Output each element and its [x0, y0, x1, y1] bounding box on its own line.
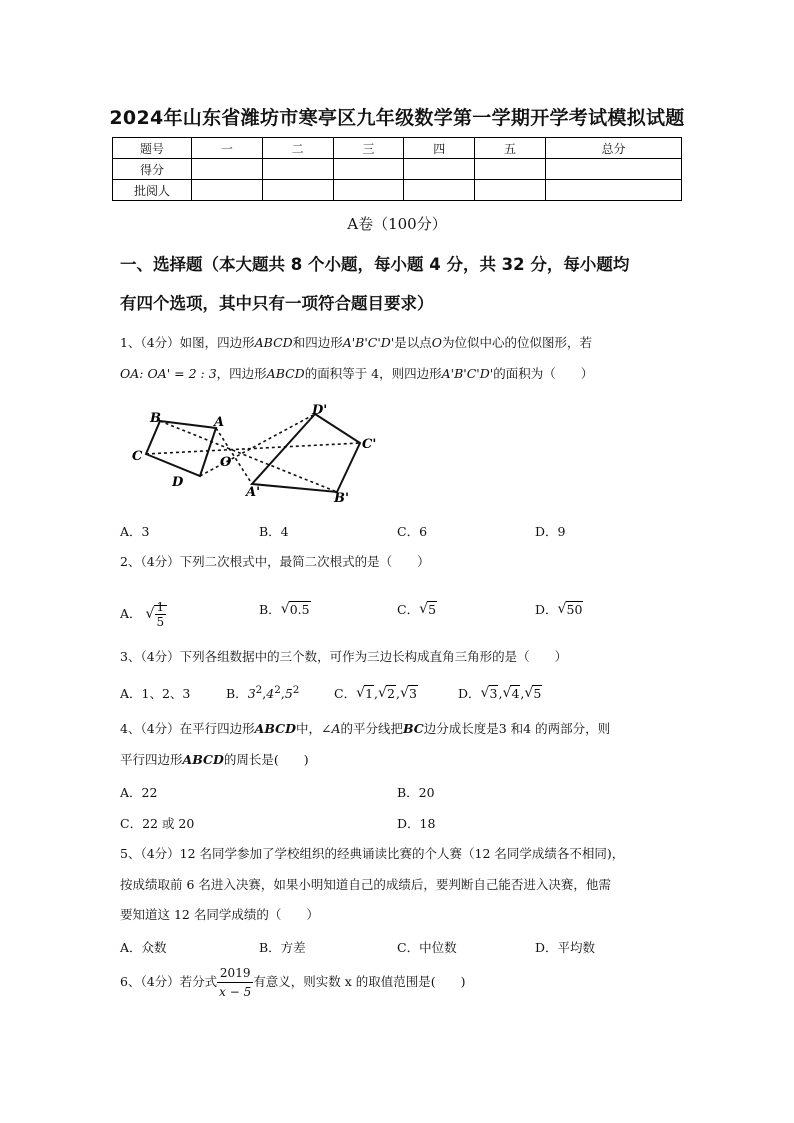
- q2-stem: 2、（4分）下列二次根式中，最简二次根式的是（ ）: [120, 554, 430, 569]
- q6-line: 6、（4分）若分式 $\frac{2019}{x - 5}$ 有意义，则实数 x 的取值范围是( ): [120, 966, 466, 999]
- section-a-heading: A卷（100分）: [347, 215, 447, 233]
- table-cell[interactable]: [262, 159, 333, 180]
- label-a: A: [214, 415, 225, 430]
- table-cell[interactable]: [404, 159, 475, 180]
- q1-option-c[interactable]: C．6: [397, 524, 428, 539]
- part1-heading-line2: 有四个选项，其中只有一项符合题目要求）: [120, 294, 434, 313]
- table-cell[interactable]: [404, 180, 475, 201]
- dashed-line-cc: [146, 443, 360, 454]
- q1-option-b[interactable]: B．4: [259, 524, 289, 539]
- q1-option-a[interactable]: A．3: [120, 524, 150, 539]
- table-cell[interactable]: [545, 159, 681, 180]
- sqrt-fraction: √ $\frac{1}{5}$: [146, 600, 168, 629]
- table-cell: 题号: [113, 138, 192, 159]
- quad-abcd: [146, 421, 216, 476]
- q4-option-b[interactable]: B．20: [397, 785, 435, 800]
- q4-line2: 平行四边形ABCD的周长是( ): [120, 752, 309, 767]
- homothety-figure: [120, 398, 400, 510]
- table-cell[interactable]: [192, 180, 263, 201]
- table-cell[interactable]: [262, 180, 333, 201]
- score-table: [112, 137, 682, 201]
- table-cell: 一: [192, 138, 263, 159]
- label-d-prime: D': [312, 403, 328, 418]
- table-cell[interactable]: [333, 159, 404, 180]
- table-cell[interactable]: [545, 180, 681, 201]
- q4-option-c[interactable]: C．22 或 20: [120, 816, 195, 831]
- table-cell: 四: [404, 138, 475, 159]
- dashed-line-bb: [160, 421, 337, 492]
- q1-option-d[interactable]: D．9: [535, 524, 566, 539]
- table-row: [113, 180, 682, 201]
- q2-option-b[interactable]: B． √ 0.5: [259, 601, 310, 617]
- label-c-prime: C': [362, 437, 377, 452]
- q5-line3: 要知道这 12 名同学成绩的（ ）: [120, 907, 319, 922]
- score-table-header-row: [113, 138, 682, 159]
- q3-stem: 3、（4分）下列各组数据中的三个数，可作为三边长构成直角三角形的是（ ）: [120, 649, 568, 664]
- q3-option-c[interactable]: C． √ 1, √ 2, √ 3: [334, 685, 417, 701]
- table-cell[interactable]: [192, 159, 263, 180]
- q5-option-c[interactable]: C．中位数: [397, 940, 457, 955]
- q3-option-d[interactable]: D． √ 3, √ 4, √ 5: [458, 685, 542, 701]
- q5-line1: 5、（4分）12 名同学参加了学校组织的经典诵读比赛的个人赛（12 名同学成绩各不相同)，: [120, 846, 625, 861]
- q1-line1: 1、（4分）如图，四边形ABCD和四边形A'B'C'D'是以点O为位似中心的位似图形，若: [120, 335, 593, 350]
- q2-option-c[interactable]: C． √ 5: [397, 601, 437, 617]
- q5-option-b[interactable]: B．方差: [259, 940, 306, 955]
- part1-heading-line1: 一、选择题（本大题共 8 个小题，每小题 4 分，共 32 分，每小题均: [120, 255, 630, 274]
- label-c: C: [132, 449, 143, 464]
- table-cell: 批阅人: [113, 180, 192, 201]
- table-row: [113, 159, 682, 180]
- q4-option-d[interactable]: D．18: [397, 816, 436, 831]
- table-cell: 总分: [545, 138, 681, 159]
- table-cell[interactable]: [475, 180, 546, 201]
- table-cell[interactable]: [333, 180, 404, 201]
- q1-line2: OA: OA' = 2 : 3，四边形ABCD的面积等于 4，则四边形A'B'C'D'的面积为（ ）: [120, 366, 594, 381]
- q3-option-b[interactable]: B．$3^2,4^2,5^2$: [226, 684, 300, 702]
- label-o: O: [220, 455, 232, 470]
- table-cell: 五: [475, 138, 546, 159]
- table-cell: 二: [262, 138, 333, 159]
- q5-option-d[interactable]: D．平均数: [535, 940, 596, 955]
- label-b-prime: B': [334, 491, 349, 506]
- table-cell[interactable]: [475, 159, 546, 180]
- q2-option-a[interactable]: A． √ $\frac{1}{5}$: [120, 600, 167, 629]
- q2-option-d[interactable]: D． √ 50: [535, 601, 583, 617]
- label-b: B: [150, 411, 161, 426]
- exam-title: 2024年山东省潍坊市寒亭区九年级数学第一学期开学考试模拟试题: [109, 107, 685, 129]
- label-d: D: [172, 475, 184, 490]
- q4-line1: 4、（4分）在平行四边形ABCD中，∠A的平分线把BC边分成长度是3 和4 的两部分，则: [120, 721, 611, 736]
- q3-option-a[interactable]: A．1、2、3: [120, 686, 191, 701]
- q5-line2: 按成绩取前 6 名进入决赛，如果小明知道自己的成绩后，要判断自己能否进入决赛，他需: [120, 877, 611, 892]
- q6-fraction: $\frac{2019}{x - 5}$: [219, 966, 252, 999]
- q5-option-a[interactable]: A．众数: [120, 940, 167, 955]
- label-a-prime: A': [246, 485, 261, 500]
- table-cell: 得分: [113, 159, 192, 180]
- q4-option-a[interactable]: A．22: [120, 785, 158, 800]
- table-cell: 三: [333, 138, 404, 159]
